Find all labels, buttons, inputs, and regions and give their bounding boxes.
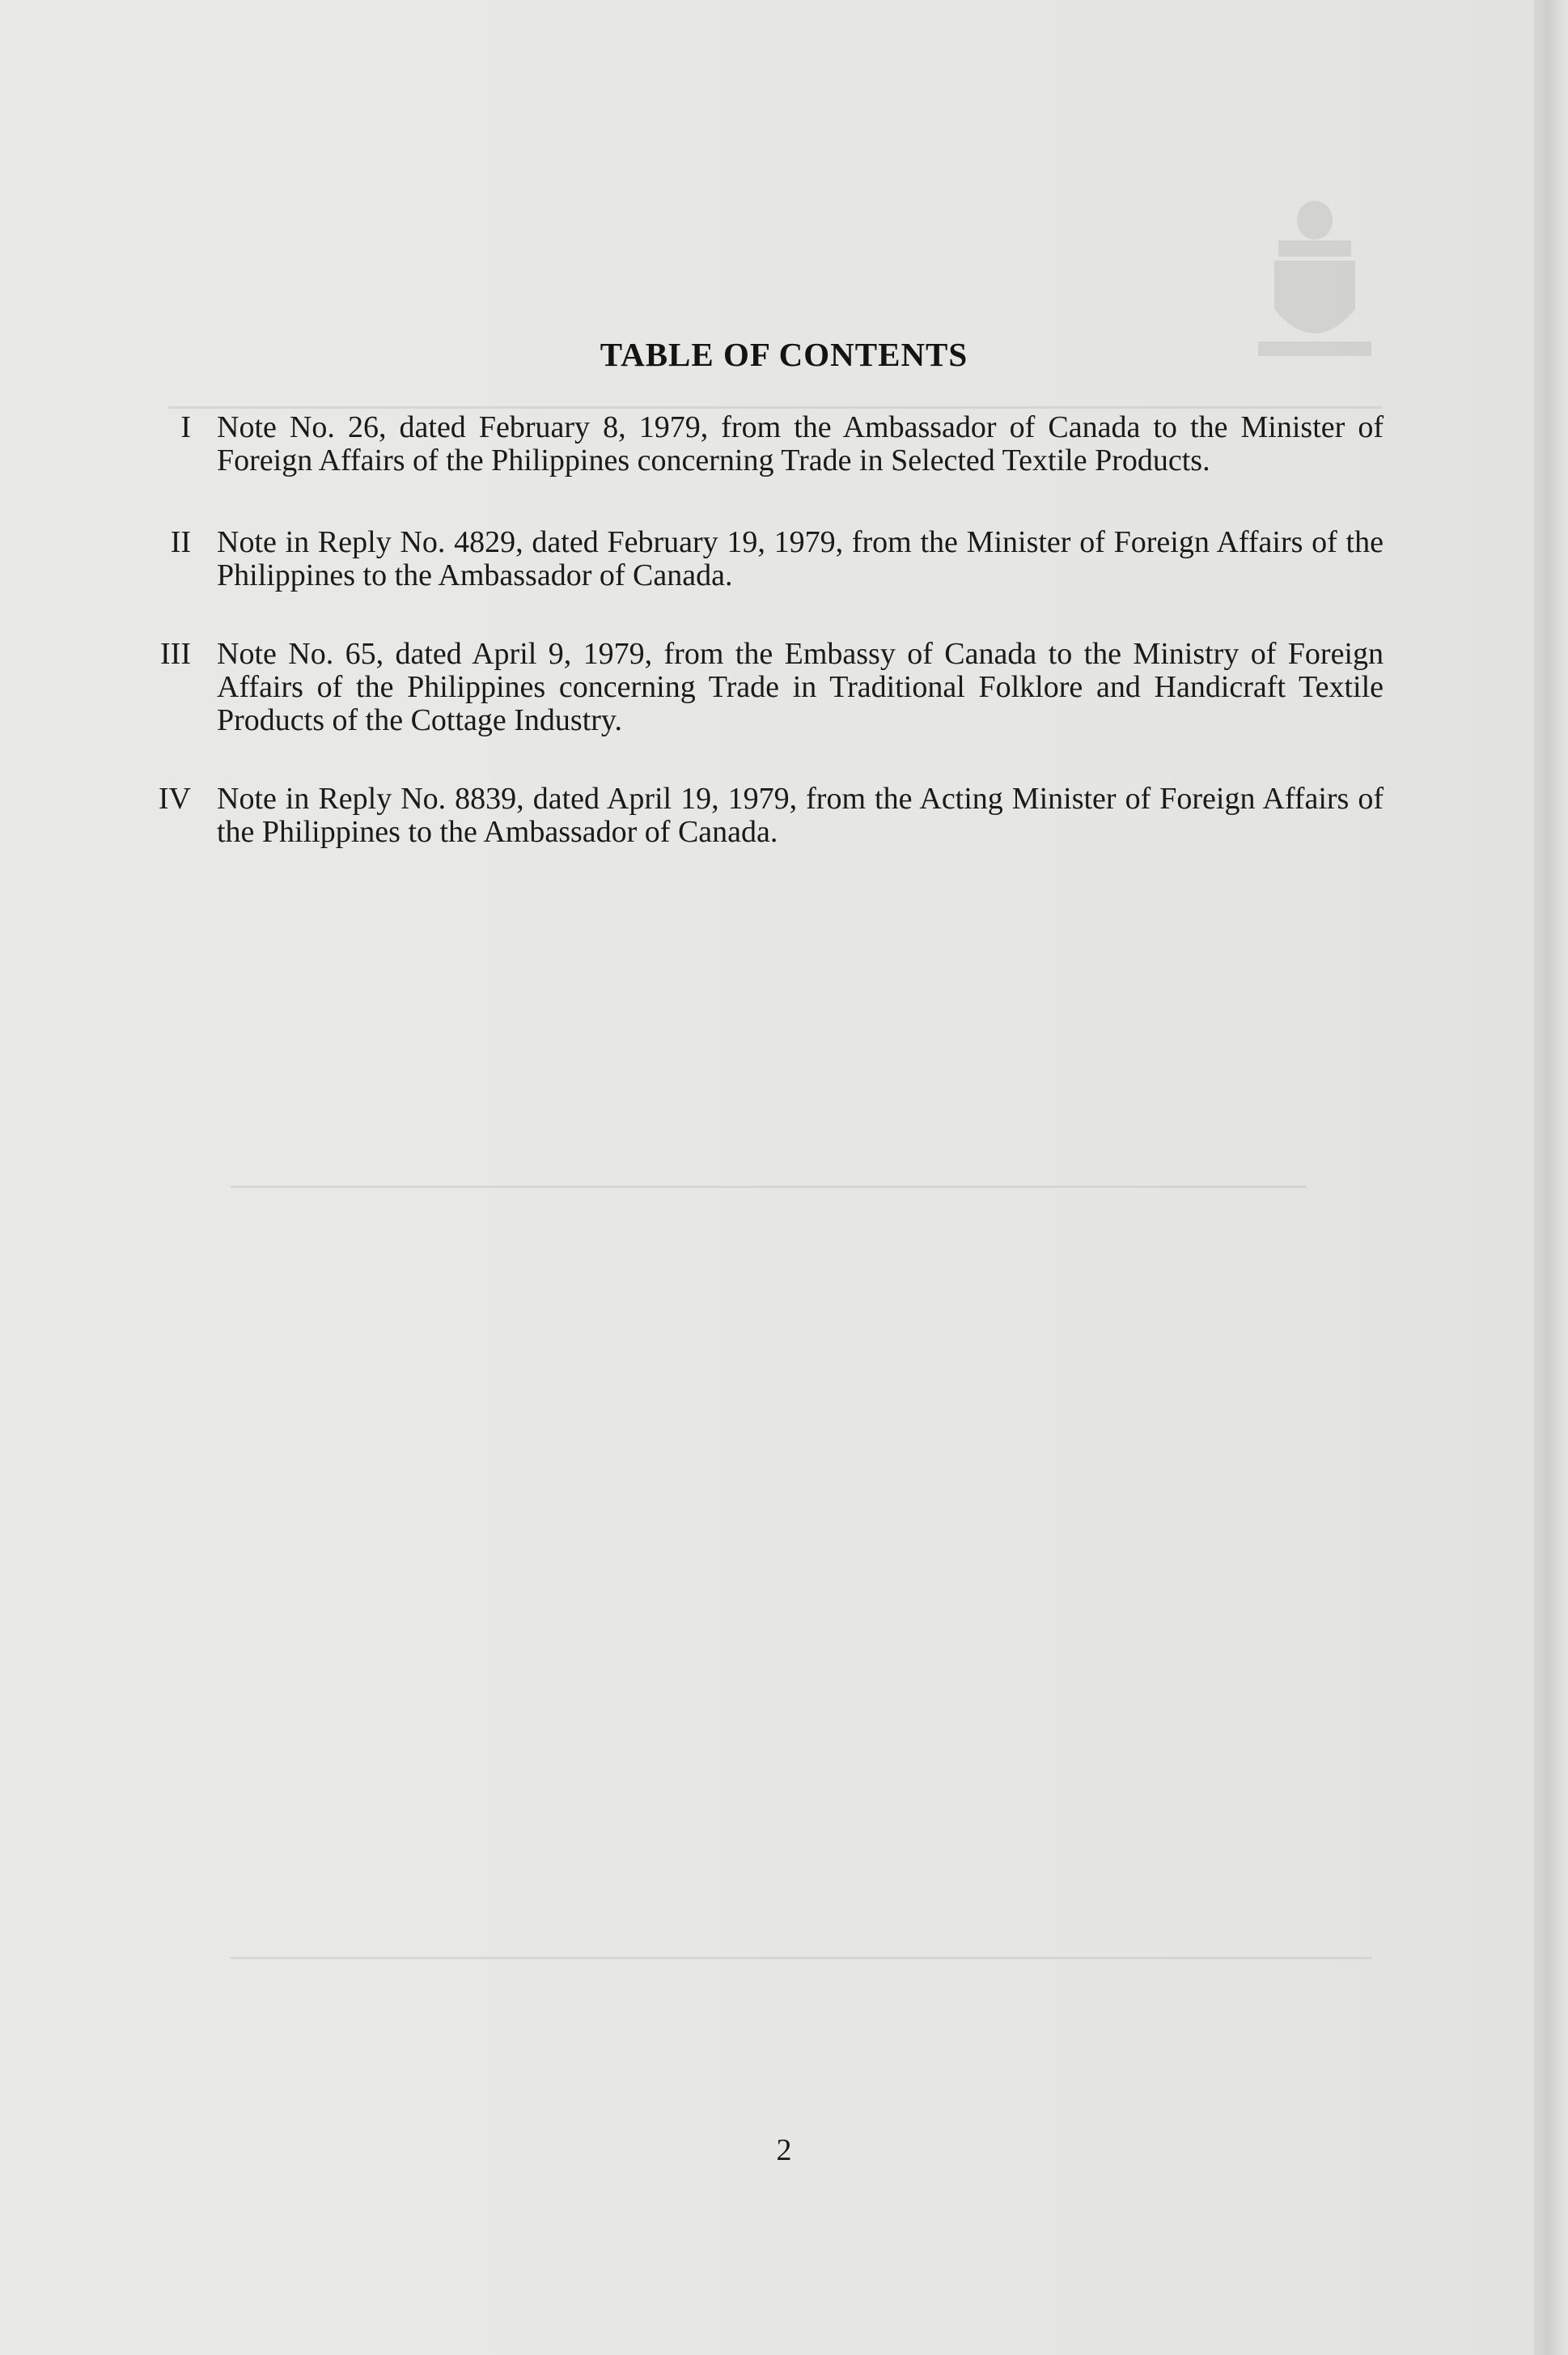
toc-entry-number: II: [170, 525, 191, 559]
toc-entry-3: [154, 638, 1384, 737]
table-of-contents-list: [154, 411, 1384, 849]
toc-entry-number: III: [160, 637, 191, 671]
toc-entry-text: Note No. 26, dated February 8, 1979, from the Ambassador of Canada to the Minister of Foreign Affairs of the Philippines concerning Trade in Selected Textile Products.: [217, 410, 1384, 477]
toc-entry-number: IV: [158, 782, 191, 816]
toc-entry-number: I: [180, 410, 191, 444]
toc-entry-text: Note No. 65, dated April 9, 1979, from the Embassy of Canada to the Ministry of Foreign Affairs of the Philippines concerning Trade in Traditional Folklore and Handicraft Textile Products of the Cottage Industry.: [217, 637, 1384, 737]
page-number: 2: [776, 2133, 792, 2167]
toc-entry-2: [154, 526, 1384, 592]
table-of-contents-heading: TABLE OF CONTENTS: [600, 336, 968, 373]
show-through-rule-middle: [231, 1186, 1307, 1188]
toc-entry-4: [154, 783, 1384, 849]
toc-entry-1: [154, 411, 1384, 477]
toc-entry-text: Note in Reply No. 8839, dated April 19, 1979, from the Acting Minister of Foreign Affairs of the Philippines to the Ambassador of Canada.: [217, 782, 1384, 849]
toc-entry-text: Note in Reply No. 4829, dated February 19, 1979, from the Minister of Foreign Affairs of the Philippines to the Ambassador of Canada.: [217, 525, 1384, 592]
show-through-rule-bottom: [231, 1957, 1371, 1959]
show-through-rule-top: [168, 406, 1382, 409]
